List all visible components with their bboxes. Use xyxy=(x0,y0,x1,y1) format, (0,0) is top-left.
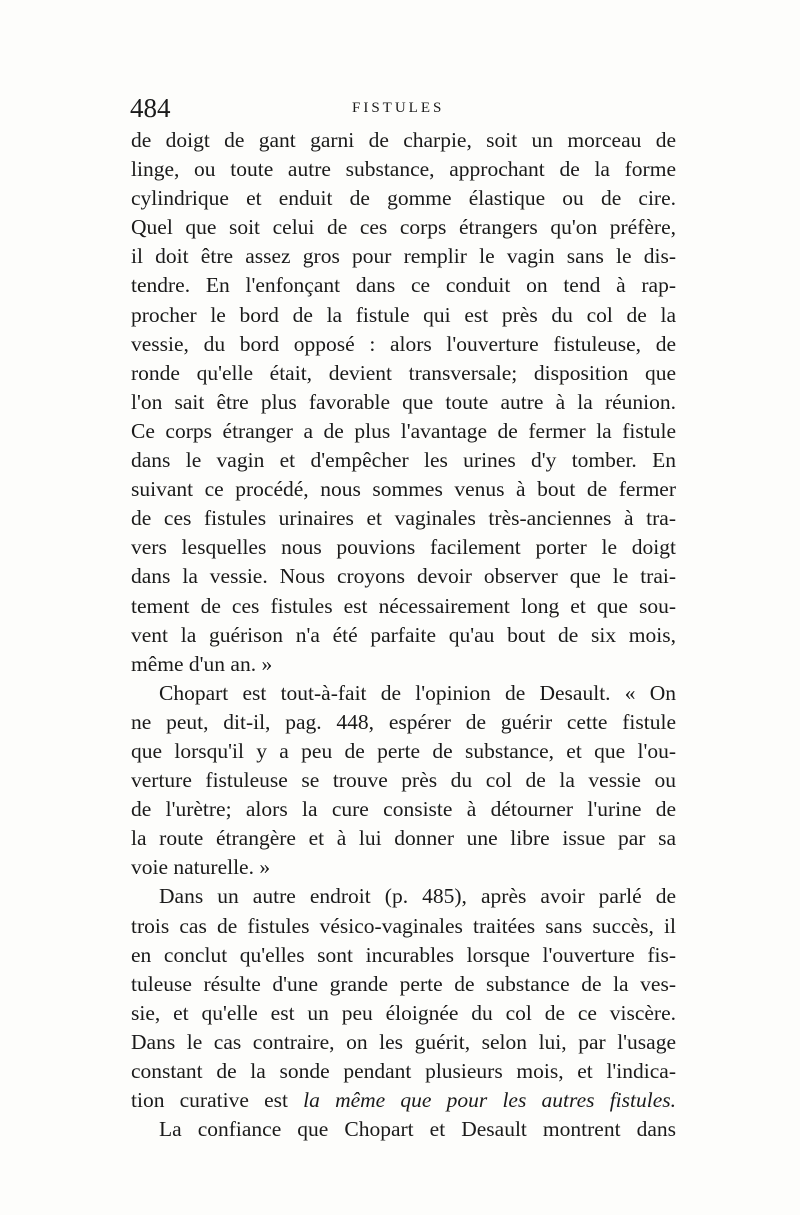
text-line: Dans un autre endroit (p. 485), après avoir parlé de xyxy=(159,884,676,909)
text-line: dans le vagin et d'empêcher les urines d'y tomber. En xyxy=(131,448,676,473)
text-line: vessie, du bord opposé : alors l'ouverture fistuleuse, de xyxy=(131,331,676,356)
text-line: voie naturelle. » xyxy=(131,855,271,880)
text-line: même d'un an. » xyxy=(131,651,273,676)
text-line: de ces fistules urinaires et vaginales très-anciennes à tra- xyxy=(131,506,676,531)
page-number: 484 xyxy=(130,93,171,123)
text-line: l'on sait être plus favorable que toute autre à la réunion. xyxy=(131,389,676,414)
text-line: tendre. En l'enfonçant dans ce conduit on tend à rap- xyxy=(131,273,676,298)
text-line: ronde qu'elle était, devient transversale; disposition que xyxy=(131,360,676,385)
running-head xyxy=(130,92,675,124)
text-line: procher le bord de la fistule qui est près du col de la xyxy=(131,302,676,327)
text-line: la route étrangère et à lui donner une libre issue par sa xyxy=(131,826,676,851)
text-line: ne peut, dit-il, pag. 448, espérer de guérir cette fistule xyxy=(131,709,676,734)
text-line: verture fistuleuse se trouve près du col de la vessie ou xyxy=(131,768,676,793)
body-text xyxy=(131,126,676,1144)
text-line: Quel que soit celui de ces corps étrangers qu'on préfère, xyxy=(131,215,676,240)
text-line: dans la vessie. Nous croyons devoir observer que le trai- xyxy=(131,564,676,589)
text-line: constant de la sonde pendant plusieurs mois, et l'indica- xyxy=(131,1059,676,1083)
text-line: de doigt de gant garni de charpie, soit un morceau de xyxy=(131,128,676,152)
text-roman: tion curative est xyxy=(131,1088,304,1113)
text-line: tuleuse résulte d'une grande perte de substance de la ves- xyxy=(131,971,676,996)
text-line: il doit être assez gros pour remplir le vagin sans le dis- xyxy=(131,244,676,269)
text-line: cylindrique et enduit de gomme élastique ou de cire. xyxy=(131,186,676,211)
text-line: en conclut qu'elles sont incurables lorsque l'ouverture fis- xyxy=(131,942,676,967)
text-line: Chopart est tout-à-fait de l'opinion de Desault. « On xyxy=(159,680,676,705)
text-italic: la même que pour les autres fistules. xyxy=(303,1088,676,1113)
text-line: de l'urètre; alors la cure consiste à détourner l'urine de xyxy=(131,797,676,822)
text-line: suivant ce procédé, nous sommes venus à bout de fermer xyxy=(131,477,676,502)
text-line: tement de ces fistules est nécessairement long et que sou- xyxy=(131,593,676,618)
running-title: FISTULES xyxy=(352,100,445,116)
text-line: sie, et qu'elle est un peu éloignée du col de ce viscère. xyxy=(131,1000,676,1025)
text-line: linge, ou toute autre substance, approchant de la forme xyxy=(131,157,676,182)
text-line: vent la guérison n'a été parfaite qu'au bout de six mois, xyxy=(131,622,676,647)
text-line: vers lesquelles nous pouvions facilement porter le doigt xyxy=(131,535,676,560)
text-line: Dans le cas contraire, on les guérit, selon lui, par l'usage xyxy=(131,1029,676,1054)
text-line: trois cas de fistules vésico-vaginales traitées sans succès, il xyxy=(131,913,676,938)
text-line: Ce corps étranger a de plus l'avantage de fermer la fistule xyxy=(131,418,676,443)
text-line-mixed xyxy=(131,1086,676,1115)
text-line: que lorsqu'il y a peu de perte de substance, et que l'ou- xyxy=(131,738,676,763)
text-line: La confiance que Chopart et Desault montrent dans xyxy=(159,1117,676,1142)
